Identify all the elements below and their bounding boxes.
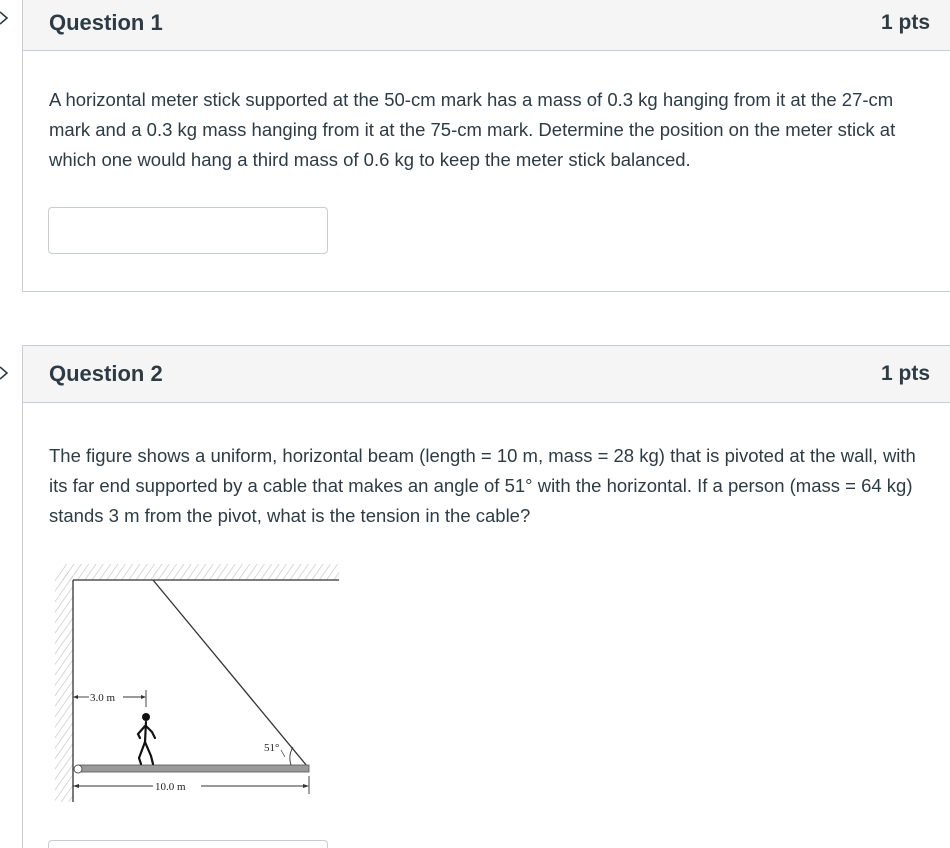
answer-input[interactable] (48, 840, 328, 848)
question-title: Question 1 (49, 9, 163, 35)
question-points: 1 pts (880, 362, 930, 385)
person-distance-label: 3.0 m (90, 692, 116, 704)
pivot (74, 765, 82, 773)
question-text: A horizontal meter stick supported at the 50-cm mark has a mass of 0.3 kg hanging from it at the 27-cm mark and a 0.3 kg mass hanging from it at the 75-cm mark. Determine the position on the meter stick at which one would hang a third mass of 0.6 kg to keep the meter stick balanced. (49, 89, 896, 170)
question-title: Question 2 (49, 361, 163, 386)
question-1 (22, 0, 950, 292)
answer-input[interactable] (48, 207, 328, 254)
angle-label: 51° (264, 742, 280, 754)
question-points: 1 pts (880, 10, 930, 34)
person-icon (138, 713, 155, 764)
wall-hatch (55, 572, 73, 802)
question-header (23, 346, 950, 403)
angle-arc (290, 747, 293, 765)
cable (153, 580, 307, 766)
question-header (23, 0, 950, 51)
beam (79, 765, 309, 772)
beam-length-label: 10.0 m (155, 781, 186, 793)
question-text: The figure shows a uniform, horizontal beam (length = 10 m, mass = 28 kg) that is pivoted at the wall, with its far end supported by a cable that makes an angle of 51° with the horizontal. If a person (mass = 64 kg) stands 3 m from the pivot, what is the tension in the cable? (49, 445, 916, 526)
chevron-right-icon[interactable] (0, 10, 10, 26)
chevron-right-icon[interactable] (0, 365, 10, 381)
beam-figure (53, 562, 343, 807)
question-2 (22, 345, 950, 848)
ceiling-hatch (61, 564, 339, 580)
